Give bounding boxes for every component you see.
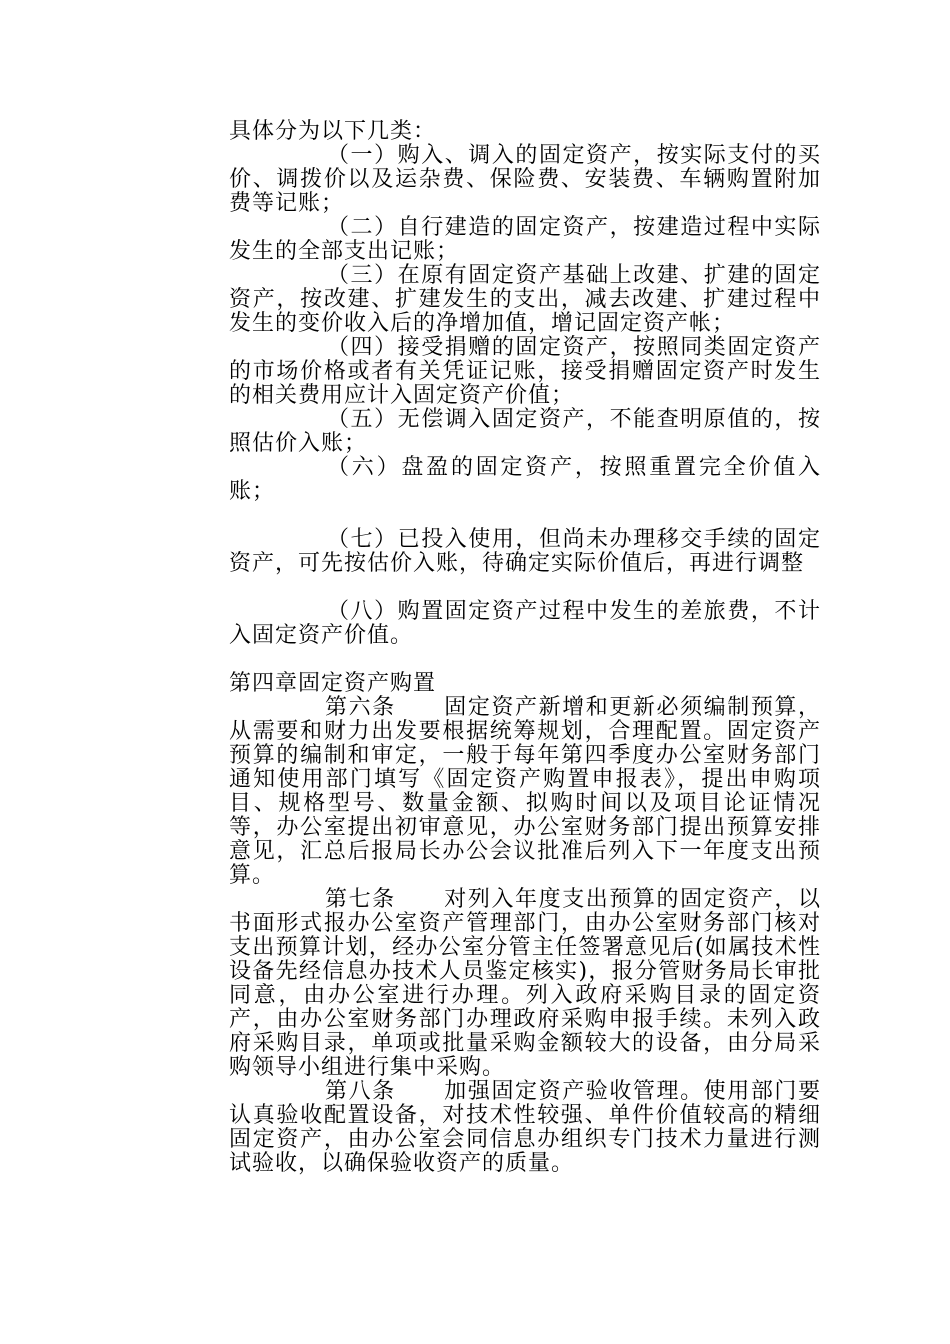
article-text: 对列入年度支出预算的固定资产，以书面形式报办公室资产管理部门，由办公室财务部门核对支出预算计划，经办公室分管主任签署意见后(如属技术性设备先经信息办技术人员鉴定核实)，报分管财务局长审批同意，由办公室进行办理。列入政府采购目录的固定资产，由办公室财务部门办理政府采购申报手续。未列入政府采购目录，单项或批量采购金额较大的设备，由分局采购领导小组进行集中采购。 [229,887,821,1080]
intro-line: 具体分为以下几类： [229,119,437,144]
chapter-heading: 第四章固定资产购置 [229,671,437,696]
list-item-3: （三）在原有固定资产基础上改建、扩建的固定资产，按改建、扩建发生的支出，减去改建、扩建过程中发生的变价收入后的净增加值，增记固定资产帐； [229,263,821,336]
document-body [229,120,821,1176]
list-item-2: （二）自行建造的固定资产，按建造过程中实际发生的全部支出记账； [229,215,821,264]
article-number: 第六条 [325,695,396,720]
list-item-6: （六）盘盈的固定资产，按照重置完全价值入账； [229,455,821,504]
article-7 [229,888,821,1080]
list-item-4: （四）接受捐赠的固定资产，按照同类固定资产的市场价格或者有关凭证记账，接受捐赠固定资产时发生的相关费用应计入固定资产价值； [229,335,821,408]
list-item-8: （八）购置固定资产过程中发生的差旅费，不计入固定资产价值。 [229,599,821,648]
blank-line [229,576,821,600]
article-number: 第八条 [325,1079,396,1104]
article-text: 固定资产新增和更新必须编制预算，从需要和财力出发要根据统筹规划，合理配置。固定资产预算的编制和审定，一般于每年第四季度办公室财务部门通知使用部门填写《固定资产购置申报表》，提出申购项目、规格型号、数量金额、拟购时间以及项目论证情况等，办公室提出初审意见，办公室财务部门提出预算安排意见，汇总后报局长办公会议批准后列入下一年度支出预算。 [229,695,821,888]
article-6 [229,696,821,888]
blank-line [229,504,821,528]
list-item-7: （七）已投入使用，但尚未办理移交手续的固定资产，可先按估价入账，待确定实际价值后，再进行调整 [229,527,821,576]
article-8 [229,1080,821,1176]
blank-line [229,648,821,672]
list-item-1: （一）购入、调入的固定资产，按实际支付的买价、调拨价以及运杂费、保险费、安装费、车辆购置附加费等记账； [229,143,821,216]
list-item-5: （五）无偿调入固定资产，不能查明原值的，按照估价入账； [229,407,821,456]
article-number: 第七条 [325,887,396,912]
article-text: 加强固定资产验收管理。使用部门要认真验收配置设备，对技术性较强、单件价值较高的精细固定资产，由办公室会同信息办组织专门技术力量进行测试验收，以确保验收资产的质量。 [229,1079,821,1176]
